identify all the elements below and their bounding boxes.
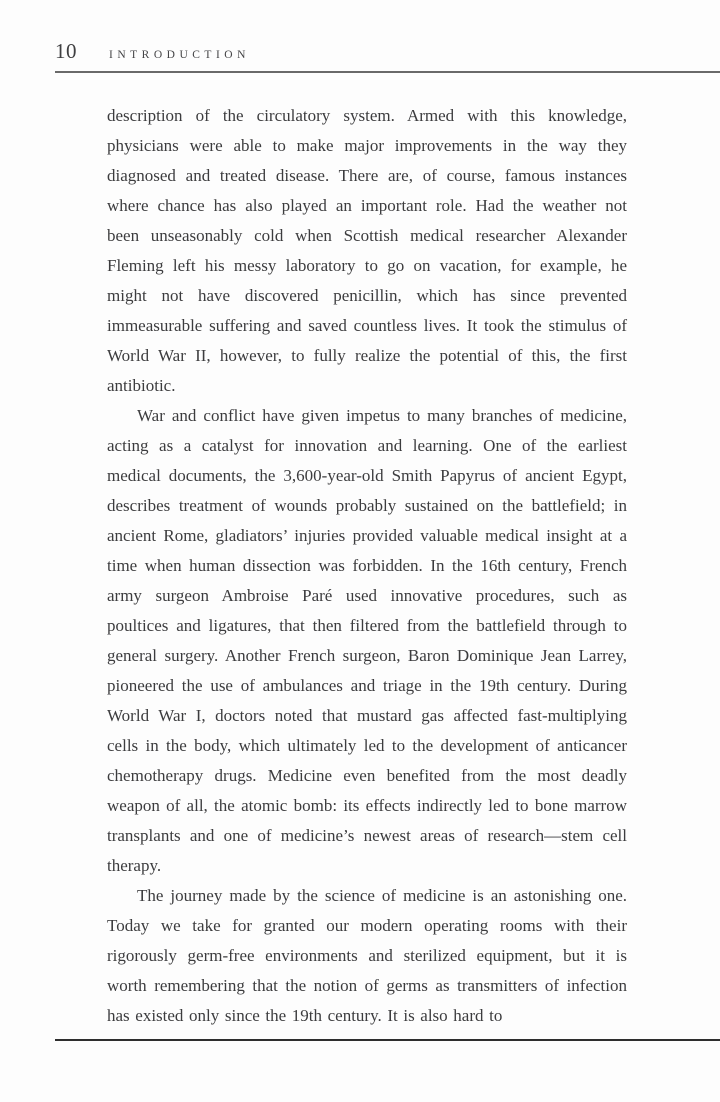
header-rule [55, 71, 720, 73]
paragraph-1: description of the circulatory system. Armed with this knowledge, physicians were able to make major improvements in the way they diagnosed and treated disease. There are, of course, famous instances where chance has also played an important role. Had the weather not been unseasonably cold when Scottish medical researcher Alexander Fleming left his messy laboratory to go on vacation, for example, he might not have discovered penicillin, which has since prevented immeasurable suffering and saved countless lives. It took the stimulus of World War II, however, to fully realize the potential of this, the first antibiotic. [107, 106, 627, 395]
paragraph-2: War and conflict have given impetus to many branches of medicine, acting as a catalyst for innovation and learning. One of the earliest medical documents, the 3,600-year-old Smith Papyrus of ancient Egypt, describes treatment of wounds probably sustained on the battlefield; in ancient Rome, gladiators’ injuries provided valuable medical insight at a time when human dissection was forbidden. In the 16th century, French army surgeon Ambroise Paré used innovative procedures, such as poultices and ligatures, that then filtered from the battlefield through to general surgery. Another French surgeon, Baron Dominique Jean Larrey, pioneered the use of ambulances and triage in the 19th century. During World War I, doctors noted that mustard gas affected fast-multiplying cells in the body, which ultimately led to the development of anticancer chemotherapy drugs. Medicine even benefited from the most deadly weapon of all, the atomic bomb: its effects indirectly led to bone marrow transplants and one of medicine’s newest areas of research—stem cell therapy. [107, 406, 627, 875]
page-body [107, 101, 627, 1031]
paragraph-3: The journey made by the science of medicine is an astonishing one. Today we take for granted our modern operating rooms with their rigorously germ-free environments and sterilized equipment, but it is worth remembering that the notion of germs as transmitters of infection has existed only since the 19th century. It is also hard to [107, 886, 627, 1025]
page-number: 10 [55, 39, 77, 63]
footer-rule [55, 1039, 720, 1041]
page-header [55, 40, 250, 62]
running-head: INTRODUCTION [109, 49, 250, 61]
